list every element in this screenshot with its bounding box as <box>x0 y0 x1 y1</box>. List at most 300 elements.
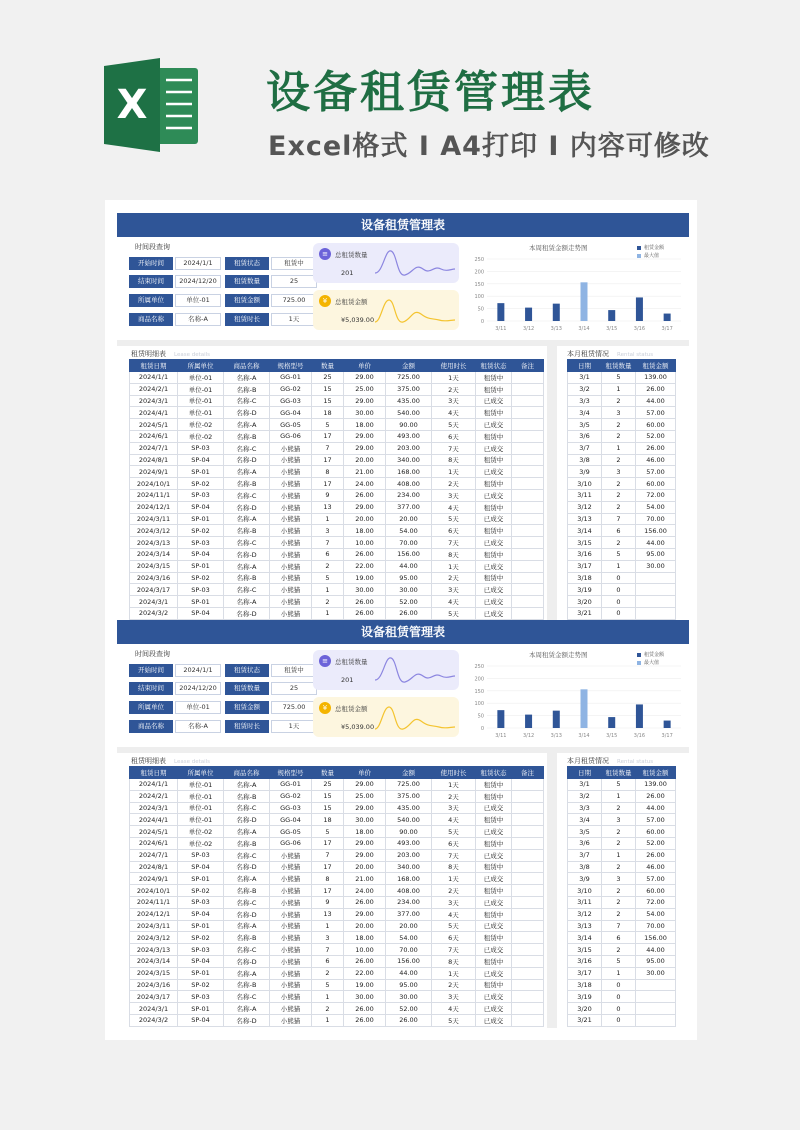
table-cell[interactable] <box>636 572 676 584</box>
table-cell[interactable]: 已成交 <box>476 607 512 619</box>
table-cell[interactable]: 3/11 <box>568 896 602 908</box>
table-cell[interactable]: 已成交 <box>476 991 512 1003</box>
table-cell[interactable]: 57.00 <box>636 814 676 826</box>
table-cell[interactable] <box>636 1003 676 1015</box>
table-cell[interactable]: 租赁中 <box>476 454 512 466</box>
table-cell[interactable] <box>512 466 544 478</box>
table-cell[interactable]: 小熊猫 <box>270 501 312 513</box>
table-cell[interactable]: 0 <box>602 991 636 1003</box>
table-cell[interactable]: 0 <box>602 596 636 608</box>
table-cell[interactable]: 小熊猫 <box>270 979 312 991</box>
table-cell[interactable]: 72.00 <box>636 489 676 501</box>
table-cell[interactable]: 已成交 <box>476 442 512 454</box>
table-cell[interactable]: 24.00 <box>344 885 386 897</box>
table-cell[interactable]: 2 <box>602 419 636 431</box>
table-cell[interactable]: 20.00 <box>344 454 386 466</box>
table-cell[interactable]: 26.00 <box>636 849 676 861</box>
table-cell[interactable]: 3/8 <box>568 454 602 466</box>
table-cell[interactable]: 10.00 <box>344 944 386 956</box>
table-cell[interactable]: 名称-A <box>224 560 270 572</box>
table-cell[interactable]: 6 <box>312 548 344 560</box>
table-cell[interactable]: 已成交 <box>476 802 512 814</box>
table-cell[interactable]: 4天 <box>432 596 476 608</box>
table-cell[interactable] <box>636 596 676 608</box>
table-cell[interactable] <box>512 1003 544 1015</box>
table-cell[interactable]: 小熊猫 <box>270 991 312 1003</box>
table-cell[interactable]: GG-02 <box>270 790 312 802</box>
table-cell[interactable]: GG-05 <box>270 826 312 838</box>
table-cell[interactable]: 44.00 <box>636 537 676 549</box>
table-cell[interactable]: 26.00 <box>386 1014 432 1026</box>
table-cell[interactable]: 4天 <box>432 1003 476 1015</box>
table-cell[interactable]: 1 <box>602 560 636 572</box>
table-cell[interactable]: 小熊猫 <box>270 920 312 932</box>
table-cell[interactable]: 3 <box>602 814 636 826</box>
table-cell[interactable]: 2024/3/17 <box>130 584 178 596</box>
table-cell[interactable]: 1 <box>312 584 344 596</box>
table-cell[interactable]: 小熊猫 <box>270 466 312 478</box>
table-cell[interactable]: 小熊猫 <box>270 572 312 584</box>
table-cell[interactable]: 375.00 <box>386 383 432 395</box>
table-cell[interactable]: 26.00 <box>344 1003 386 1015</box>
table-cell[interactable]: 名称-C <box>224 442 270 454</box>
amount-field[interactable]: 725.00 <box>271 294 317 307</box>
table-cell[interactable]: 单位-01 <box>178 372 224 384</box>
table-cell[interactable]: SP-02 <box>178 885 224 897</box>
table-cell[interactable]: 已成交 <box>476 419 512 431</box>
table-cell[interactable]: 20.00 <box>344 861 386 873</box>
table-cell[interactable]: 名称-D <box>224 454 270 466</box>
table-cell[interactable]: 小熊猫 <box>270 607 312 619</box>
table-cell[interactable]: 15 <box>312 790 344 802</box>
table-cell[interactable]: 4天 <box>432 407 476 419</box>
table-cell[interactable]: 名称-D <box>224 955 270 967</box>
table-cell[interactable]: 租赁中 <box>476 430 512 442</box>
qty-field[interactable]: 25 <box>271 682 317 695</box>
amount-field[interactable]: 725.00 <box>271 701 317 714</box>
table-cell[interactable]: SP-02 <box>178 572 224 584</box>
table-cell[interactable]: 44.00 <box>386 560 432 572</box>
table-cell[interactable] <box>512 537 544 549</box>
table-cell[interactable]: 名称-B <box>224 383 270 395</box>
table-cell[interactable]: 21.00 <box>344 873 386 885</box>
table-cell[interactable]: 4天 <box>432 908 476 920</box>
table-cell[interactable]: 3天 <box>432 802 476 814</box>
table-cell[interactable]: 435.00 <box>386 395 432 407</box>
table-cell[interactable]: 408.00 <box>386 885 432 897</box>
table-cell[interactable]: 70.00 <box>386 944 432 956</box>
table-cell[interactable] <box>512 372 544 384</box>
table-cell[interactable] <box>512 419 544 431</box>
qty-field[interactable]: 25 <box>271 275 317 288</box>
table-cell[interactable]: SP-03 <box>178 849 224 861</box>
table-cell[interactable]: 3 <box>602 466 636 478</box>
table-cell[interactable]: 3天 <box>432 991 476 1003</box>
table-cell[interactable]: 名称-C <box>224 944 270 956</box>
table-cell[interactable]: 3/13 <box>568 513 602 525</box>
table-cell[interactable]: 名称-A <box>224 596 270 608</box>
table-cell[interactable]: GG-03 <box>270 802 312 814</box>
table-cell[interactable]: 2 <box>602 454 636 466</box>
table-cell[interactable]: 名称-D <box>224 607 270 619</box>
table-cell[interactable]: 3/14 <box>568 525 602 537</box>
table-cell[interactable]: 名称-C <box>224 802 270 814</box>
table-cell[interactable]: 26.00 <box>344 596 386 608</box>
table-cell[interactable]: 3天 <box>432 896 476 908</box>
table-cell[interactable]: 139.00 <box>636 779 676 791</box>
table-cell[interactable]: 小熊猫 <box>270 584 312 596</box>
table-cell[interactable] <box>636 991 676 1003</box>
table-cell[interactable]: GG-06 <box>270 837 312 849</box>
table-cell[interactable]: SP-02 <box>178 478 224 490</box>
table-cell[interactable]: 5天 <box>432 1014 476 1026</box>
unit-field[interactable]: 单位-01 <box>175 294 221 307</box>
table-cell[interactable]: 3/16 <box>568 955 602 967</box>
table-cell[interactable]: 7天 <box>432 944 476 956</box>
table-cell[interactable]: 0 <box>602 584 636 596</box>
table-cell[interactable]: 30.00 <box>636 967 676 979</box>
table-cell[interactable]: 已成交 <box>476 560 512 572</box>
table-cell[interactable]: 30.00 <box>386 991 432 1003</box>
table-cell[interactable]: SP-03 <box>178 584 224 596</box>
table-cell[interactable]: 1 <box>312 1014 344 1026</box>
table-cell[interactable]: 5 <box>312 979 344 991</box>
table-cell[interactable]: 203.00 <box>386 442 432 454</box>
table-cell[interactable]: 2 <box>602 908 636 920</box>
table-cell[interactable]: 6天 <box>432 430 476 442</box>
table-cell[interactable]: 7 <box>602 920 636 932</box>
table-cell[interactable]: 725.00 <box>386 779 432 791</box>
table-cell[interactable]: 5天 <box>432 920 476 932</box>
table-cell[interactable]: 17 <box>312 861 344 873</box>
table-cell[interactable]: GG-01 <box>270 372 312 384</box>
table-cell[interactable]: 5 <box>602 372 636 384</box>
table-cell[interactable] <box>512 525 544 537</box>
table-cell[interactable]: 已成交 <box>476 873 512 885</box>
status-field[interactable]: 租赁中 <box>271 257 317 270</box>
table-cell[interactable]: 2024/3/1 <box>130 596 178 608</box>
table-cell[interactable]: 3/19 <box>568 584 602 596</box>
table-cell[interactable]: 单位-02 <box>178 837 224 849</box>
table-cell[interactable]: 19.00 <box>344 979 386 991</box>
table-cell[interactable]: 26.00 <box>344 896 386 908</box>
table-cell[interactable]: 小熊猫 <box>270 1014 312 1026</box>
table-cell[interactable]: 2 <box>602 826 636 838</box>
table-cell[interactable]: 30.00 <box>386 584 432 596</box>
table-cell[interactable]: SP-04 <box>178 908 224 920</box>
table-cell[interactable]: 18.00 <box>344 525 386 537</box>
table-cell[interactable]: 3/9 <box>568 466 602 478</box>
table-cell[interactable]: 139.00 <box>636 372 676 384</box>
table-cell[interactable]: SP-01 <box>178 1003 224 1015</box>
table-cell[interactable]: 44.00 <box>636 395 676 407</box>
table-cell[interactable]: 已成交 <box>476 849 512 861</box>
table-cell[interactable]: 25.00 <box>344 383 386 395</box>
table-cell[interactable]: 2024/3/15 <box>130 967 178 979</box>
table-cell[interactable]: 234.00 <box>386 489 432 501</box>
table-cell[interactable]: 26.00 <box>344 1014 386 1026</box>
table-cell[interactable]: 2 <box>312 596 344 608</box>
table-cell[interactable]: 5天 <box>432 513 476 525</box>
table-cell[interactable]: 6 <box>312 955 344 967</box>
table-cell[interactable]: 小熊猫 <box>270 967 312 979</box>
table-cell[interactable]: 1 <box>602 849 636 861</box>
table-cell[interactable] <box>512 967 544 979</box>
table-cell[interactable]: 5 <box>312 419 344 431</box>
table-cell[interactable]: 8天 <box>432 454 476 466</box>
table-cell[interactable]: 29.00 <box>344 837 386 849</box>
table-cell[interactable]: 0 <box>602 1014 636 1026</box>
table-cell[interactable]: 57.00 <box>636 466 676 478</box>
table-cell[interactable]: 2024/7/1 <box>130 849 178 861</box>
table-cell[interactable]: 17 <box>312 478 344 490</box>
table-cell[interactable]: 30.00 <box>344 584 386 596</box>
table-cell[interactable]: 3/12 <box>568 501 602 513</box>
table-cell[interactable]: 95.00 <box>386 979 432 991</box>
table-cell[interactable]: 3天 <box>432 489 476 501</box>
table-cell[interactable]: 10.00 <box>344 537 386 549</box>
table-cell[interactable]: 2024/3/15 <box>130 560 178 572</box>
table-cell[interactable]: 2 <box>602 837 636 849</box>
table-cell[interactable]: 2 <box>602 537 636 549</box>
table-cell[interactable]: 30.00 <box>636 560 676 572</box>
table-cell[interactable]: 单位-01 <box>178 790 224 802</box>
unit-field[interactable]: 单位-01 <box>175 701 221 714</box>
table-cell[interactable]: 3/6 <box>568 430 602 442</box>
table-cell[interactable] <box>512 790 544 802</box>
table-cell[interactable]: 2024/1/1 <box>130 372 178 384</box>
table-cell[interactable]: 156.00 <box>636 525 676 537</box>
table-cell[interactable]: 名称-D <box>224 501 270 513</box>
table-cell[interactable]: 20.00 <box>344 513 386 525</box>
table-cell[interactable]: 租赁中 <box>476 548 512 560</box>
table-cell[interactable]: 租赁中 <box>476 814 512 826</box>
table-cell[interactable]: 名称-A <box>224 1003 270 1015</box>
table-cell[interactable]: 540.00 <box>386 407 432 419</box>
table-cell[interactable]: 156.00 <box>386 548 432 560</box>
table-cell[interactable]: 3/10 <box>568 885 602 897</box>
table-cell[interactable]: 8天 <box>432 548 476 560</box>
table-cell[interactable]: 6天 <box>432 525 476 537</box>
table-cell[interactable] <box>512 607 544 619</box>
table-cell[interactable]: 3/18 <box>568 979 602 991</box>
table-cell[interactable]: 0 <box>602 607 636 619</box>
table-cell[interactable]: 26.00 <box>344 955 386 967</box>
table-cell[interactable]: SP-03 <box>178 944 224 956</box>
table-cell[interactable] <box>512 779 544 791</box>
table-cell[interactable]: 名称-C <box>224 489 270 501</box>
table-cell[interactable]: 60.00 <box>636 826 676 838</box>
table-cell[interactable]: 租赁中 <box>476 383 512 395</box>
table-cell[interactable] <box>512 826 544 838</box>
table-cell[interactable]: 已成交 <box>476 489 512 501</box>
table-cell[interactable]: 3/4 <box>568 407 602 419</box>
start-time-field[interactable]: 2024/1/1 <box>175 257 221 270</box>
table-cell[interactable]: 26.00 <box>344 607 386 619</box>
table-cell[interactable]: 29.00 <box>344 395 386 407</box>
table-cell[interactable]: 7天 <box>432 442 476 454</box>
table-cell[interactable] <box>512 837 544 849</box>
table-cell[interactable]: 2 <box>312 1003 344 1015</box>
table-cell[interactable]: 小熊猫 <box>270 849 312 861</box>
table-cell[interactable]: 租赁中 <box>476 932 512 944</box>
table-cell[interactable]: 单位-02 <box>178 826 224 838</box>
table-cell[interactable]: 95.00 <box>636 548 676 560</box>
table-cell[interactable]: 493.00 <box>386 837 432 849</box>
table-cell[interactable]: 2024/3/16 <box>130 572 178 584</box>
table-cell[interactable]: 2 <box>602 395 636 407</box>
table-cell[interactable]: 52.00 <box>386 1003 432 1015</box>
table-cell[interactable]: 377.00 <box>386 908 432 920</box>
table-cell[interactable]: GG-03 <box>270 395 312 407</box>
table-cell[interactable]: 52.00 <box>636 430 676 442</box>
table-cell[interactable]: 17 <box>312 837 344 849</box>
table-cell[interactable]: 3/3 <box>568 395 602 407</box>
table-cell[interactable]: 名称-D <box>224 814 270 826</box>
table-cell[interactable]: 725.00 <box>386 372 432 384</box>
table-cell[interactable]: 已成交 <box>476 967 512 979</box>
table-cell[interactable]: 70.00 <box>636 920 676 932</box>
table-cell[interactable]: 租赁中 <box>476 525 512 537</box>
table-cell[interactable]: 5 <box>602 955 636 967</box>
table-cell[interactable]: 名称-B <box>224 885 270 897</box>
table-cell[interactable]: 9 <box>312 896 344 908</box>
table-cell[interactable]: 18.00 <box>344 932 386 944</box>
table-cell[interactable]: 2024/1/1 <box>130 779 178 791</box>
table-cell[interactable]: SP-04 <box>178 1014 224 1026</box>
table-cell[interactable]: 租赁中 <box>476 790 512 802</box>
table-cell[interactable]: GG-01 <box>270 779 312 791</box>
table-cell[interactable]: 54.00 <box>386 525 432 537</box>
table-cell[interactable]: SP-04 <box>178 501 224 513</box>
table-cell[interactable]: 29.00 <box>344 430 386 442</box>
table-cell[interactable]: 1 <box>602 967 636 979</box>
table-cell[interactable] <box>512 896 544 908</box>
table-cell[interactable]: 3/17 <box>568 967 602 979</box>
table-cell[interactable]: 0 <box>602 979 636 991</box>
table-cell[interactable]: 1天 <box>432 967 476 979</box>
table-cell[interactable] <box>636 1014 676 1026</box>
table-cell[interactable]: 租赁中 <box>476 861 512 873</box>
table-cell[interactable]: 名称-A <box>224 779 270 791</box>
table-cell[interactable]: 3/2 <box>568 790 602 802</box>
table-cell[interactable]: 2 <box>602 489 636 501</box>
table-cell[interactable]: 1 <box>602 383 636 395</box>
table-cell[interactable] <box>512 572 544 584</box>
table-cell[interactable]: 3/8 <box>568 861 602 873</box>
table-cell[interactable]: 7天 <box>432 849 476 861</box>
table-cell[interactable]: 15 <box>312 802 344 814</box>
table-cell[interactable]: 5天 <box>432 419 476 431</box>
table-cell[interactable]: 44.00 <box>636 944 676 956</box>
table-cell[interactable]: 小熊猫 <box>270 1003 312 1015</box>
table-cell[interactable]: 2024/3/13 <box>130 537 178 549</box>
table-cell[interactable]: 2024/3/1 <box>130 802 178 814</box>
table-cell[interactable]: 已成交 <box>476 596 512 608</box>
table-cell[interactable]: 1天 <box>432 372 476 384</box>
table-cell[interactable]: 已成交 <box>476 513 512 525</box>
table-cell[interactable]: 20.00 <box>344 920 386 932</box>
table-cell[interactable]: 名称-B <box>224 790 270 802</box>
table-cell[interactable]: SP-01 <box>178 513 224 525</box>
table-cell[interactable]: 单位-01 <box>178 395 224 407</box>
table-cell[interactable]: 2024/3/16 <box>130 979 178 991</box>
table-cell[interactable]: 3/7 <box>568 442 602 454</box>
table-cell[interactable]: 3/1 <box>568 779 602 791</box>
duration-field[interactable]: 1天 <box>271 313 317 326</box>
table-cell[interactable]: 29.00 <box>344 908 386 920</box>
table-cell[interactable]: 2024/8/1 <box>130 454 178 466</box>
table-cell[interactable]: 小熊猫 <box>270 896 312 908</box>
product-field[interactable]: 名称-A <box>175 720 221 733</box>
table-cell[interactable]: 小熊猫 <box>270 885 312 897</box>
table-cell[interactable]: 0 <box>602 1003 636 1015</box>
table-cell[interactable]: 168.00 <box>386 873 432 885</box>
table-cell[interactable]: 2天 <box>432 383 476 395</box>
table-cell[interactable]: 57.00 <box>636 407 676 419</box>
table-cell[interactable]: 3/9 <box>568 873 602 885</box>
table-cell[interactable]: 60.00 <box>636 885 676 897</box>
table-cell[interactable] <box>512 489 544 501</box>
table-cell[interactable]: 2 <box>602 944 636 956</box>
table-cell[interactable]: 名称-B <box>224 572 270 584</box>
table-cell[interactable]: 4天 <box>432 814 476 826</box>
table-cell[interactable]: 8 <box>312 873 344 885</box>
table-cell[interactable]: 25.00 <box>344 790 386 802</box>
table-cell[interactable]: 名称-A <box>224 826 270 838</box>
table-cell[interactable]: 1天 <box>432 779 476 791</box>
table-cell[interactable] <box>512 885 544 897</box>
table-cell[interactable]: 名称-C <box>224 537 270 549</box>
table-cell[interactable]: 1 <box>312 920 344 932</box>
table-cell[interactable]: 29.00 <box>344 442 386 454</box>
table-cell[interactable]: SP-04 <box>178 607 224 619</box>
table-cell[interactable]: 0 <box>602 572 636 584</box>
table-cell[interactable]: 小熊猫 <box>270 596 312 608</box>
table-cell[interactable]: 203.00 <box>386 849 432 861</box>
table-cell[interactable]: SP-04 <box>178 861 224 873</box>
table-cell[interactable]: 名称-B <box>224 478 270 490</box>
table-cell[interactable]: 小熊猫 <box>270 513 312 525</box>
table-cell[interactable] <box>512 548 544 560</box>
table-cell[interactable]: 3/1 <box>568 372 602 384</box>
table-cell[interactable]: 6天 <box>432 837 476 849</box>
table-cell[interactable]: 名称-B <box>224 837 270 849</box>
table-cell[interactable]: 3 <box>602 873 636 885</box>
table-cell[interactable]: 7 <box>602 513 636 525</box>
table-cell[interactable]: 2 <box>312 560 344 572</box>
table-cell[interactable]: 3/20 <box>568 1003 602 1015</box>
table-cell[interactable]: 3/7 <box>568 849 602 861</box>
table-cell[interactable] <box>636 584 676 596</box>
table-cell[interactable]: 21.00 <box>344 466 386 478</box>
table-cell[interactable]: 44.00 <box>386 967 432 979</box>
table-cell[interactable]: 22.00 <box>344 967 386 979</box>
table-cell[interactable]: 5 <box>312 826 344 838</box>
table-cell[interactable]: 52.00 <box>386 596 432 608</box>
table-cell[interactable]: 已成交 <box>476 944 512 956</box>
table-cell[interactable]: 已成交 <box>476 1003 512 1015</box>
table-cell[interactable]: 377.00 <box>386 501 432 513</box>
table-cell[interactable]: 2024/7/1 <box>130 442 178 454</box>
table-cell[interactable]: 95.00 <box>386 572 432 584</box>
table-cell[interactable] <box>512 955 544 967</box>
table-cell[interactable]: 18.00 <box>344 826 386 838</box>
table-cell[interactable]: 单位-01 <box>178 779 224 791</box>
table-cell[interactable]: 2024/3/12 <box>130 525 178 537</box>
table-cell[interactable]: SP-03 <box>178 537 224 549</box>
table-cell[interactable]: 2024/3/1 <box>130 395 178 407</box>
